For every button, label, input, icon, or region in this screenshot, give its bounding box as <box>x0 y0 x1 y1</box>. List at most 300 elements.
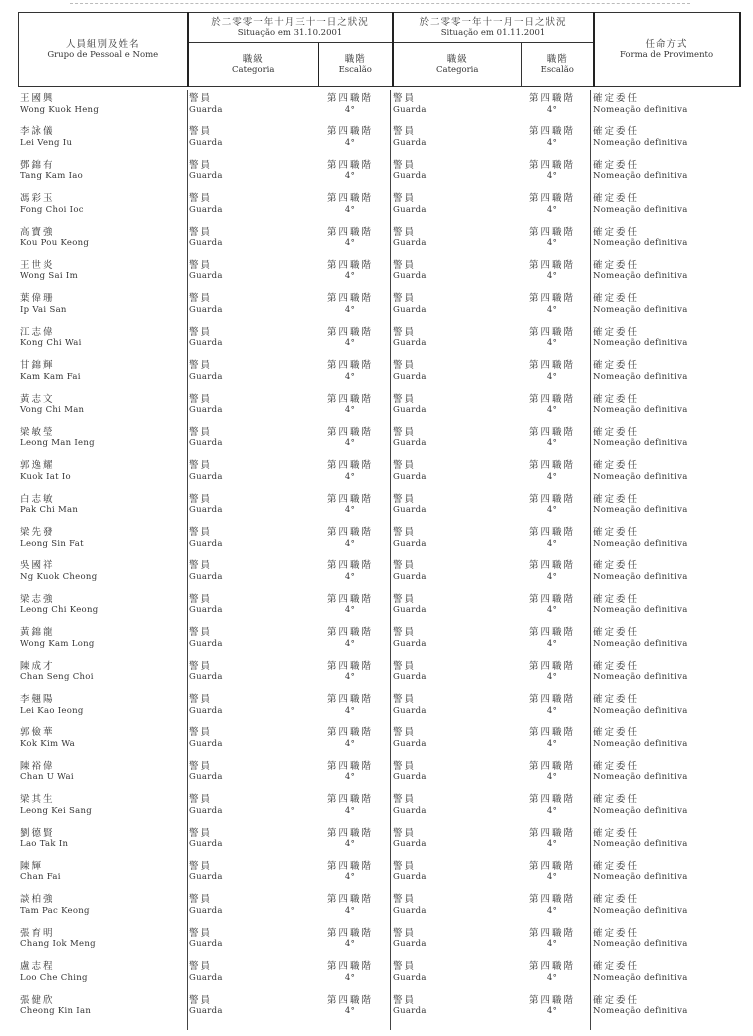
top-divider <box>70 3 690 4</box>
categoria-after-cell <box>393 160 513 183</box>
escalao-pt: 4° <box>344 605 356 616</box>
categoria-after-cell <box>393 727 513 750</box>
forma-zh: 確定委任 <box>593 193 640 205</box>
forma-zh: 確定委任 <box>593 727 640 739</box>
forma-pt: Nomeação definitiva <box>593 738 688 749</box>
escalao-pt: 4° <box>546 772 558 783</box>
name-cell <box>20 694 185 717</box>
name-cell <box>20 861 185 884</box>
categoria-before-cell <box>189 160 309 183</box>
escalao-zh: 第四職階 <box>528 794 575 806</box>
categoria-after-cell <box>393 293 513 316</box>
escalao-header-2-pt: Escalão <box>540 64 574 75</box>
categoria-pt: Guarda <box>189 672 223 683</box>
escalao-after-cell <box>522 93 582 116</box>
categoria-before-cell <box>189 394 309 417</box>
escalao-after-cell <box>522 928 582 951</box>
table-row <box>0 560 753 593</box>
escalao-pt: 4° <box>546 738 558 749</box>
categoria-pt: Guarda <box>393 972 427 983</box>
categoria-after-cell <box>393 661 513 684</box>
name-cell <box>20 260 185 283</box>
forma-header-pt: Forma de Provimento <box>619 49 714 60</box>
table-row <box>0 427 753 460</box>
forma-pt: Nomeação definitiva <box>593 839 688 850</box>
categoria-pt: Guarda <box>189 271 223 282</box>
categoria-pt: Guarda <box>393 939 427 950</box>
categoria-zh: 警員 <box>393 794 417 806</box>
categoria-before-cell <box>189 427 309 450</box>
escalao-header-1 <box>319 43 393 87</box>
categoria-zh: 警員 <box>189 460 213 472</box>
forma-pt: Nomeação definitiva <box>593 638 688 649</box>
name-pt: Lei Kao Ieong <box>20 705 84 716</box>
categoria-pt: Guarda <box>393 371 427 382</box>
categoria-zh: 警員 <box>393 126 417 138</box>
forma-zh: 確定委任 <box>593 794 640 806</box>
escalao-pt: 4° <box>344 872 356 883</box>
escalao-zh: 第四職階 <box>528 660 575 672</box>
name-cell <box>20 928 185 951</box>
forma-header-zh: 任命方式 <box>645 38 688 50</box>
categoria-before-cell <box>189 928 309 951</box>
table-row <box>0 594 753 627</box>
forma-cell <box>593 995 743 1018</box>
categoria-before-cell <box>189 894 309 917</box>
categoria-after-cell <box>393 694 513 717</box>
categoria-pt: Guarda <box>189 204 223 215</box>
name-pt: Tam Pac Keong <box>20 905 90 916</box>
categoria-pt: Guarda <box>393 605 427 616</box>
categoria-pt: Guarda <box>189 304 223 315</box>
escalao-zh: 第四職階 <box>528 994 575 1006</box>
escalao-zh: 第四職階 <box>528 527 575 539</box>
categoria-pt: Guarda <box>189 438 223 449</box>
forma-pt: Nomeação definitiva <box>593 605 688 616</box>
table-row <box>0 193 753 226</box>
forma-zh: 確定委任 <box>593 894 640 906</box>
categoria-header-1 <box>188 43 319 87</box>
categoria-zh: 警員 <box>189 393 213 405</box>
categoria-zh: 警員 <box>393 660 417 672</box>
forma-pt: Nomeação definitiva <box>593 204 688 215</box>
escalao-pt: 4° <box>546 605 558 616</box>
categoria-after-cell <box>393 995 513 1018</box>
table-row <box>0 260 753 293</box>
categoria-pt: Guarda <box>393 405 427 416</box>
escalao-before-cell <box>320 727 380 750</box>
forma-zh: 確定委任 <box>593 293 640 305</box>
categoria-before-cell <box>189 126 309 149</box>
categoria-zh: 警員 <box>393 560 417 572</box>
forma-zh: 確定委任 <box>593 961 640 973</box>
name-cell <box>20 627 185 650</box>
forma-cell <box>593 126 743 149</box>
table-row <box>0 995 753 1028</box>
escalao-zh: 第四職階 <box>528 860 575 872</box>
categoria-zh: 警員 <box>393 259 417 271</box>
escalao-zh: 第四職階 <box>528 827 575 839</box>
name-cell <box>20 293 185 316</box>
forma-cell <box>593 427 743 450</box>
categoria-pt: Guarda <box>393 839 427 850</box>
escalao-pt: 4° <box>344 505 356 516</box>
escalao-before-cell <box>320 761 380 784</box>
forma-zh: 確定委任 <box>593 627 640 639</box>
categoria-zh: 警員 <box>393 827 417 839</box>
name-pt: Kam Kam Fai <box>20 371 81 382</box>
categoria-pt: Guarda <box>189 605 223 616</box>
forma-zh: 確定委任 <box>593 259 640 271</box>
forma-cell <box>593 828 743 851</box>
name-pt: Lao Tak In <box>20 839 69 850</box>
escalao-zh: 第四職階 <box>528 694 575 706</box>
escalao-after-cell <box>522 227 582 250</box>
forma-pt: Nomeação definitiva <box>593 471 688 482</box>
escalao-zh: 第四職階 <box>528 326 575 338</box>
forma-zh: 確定委任 <box>593 860 640 872</box>
forma-zh: 確定委任 <box>593 93 640 104</box>
escalao-after-cell <box>522 995 582 1018</box>
name-zh: 白志敏 <box>20 493 55 505</box>
forma-cell <box>593 193 743 216</box>
forma-cell <box>593 460 743 483</box>
name-zh: 張健欣 <box>20 994 55 1006</box>
escalao-after-cell <box>522 961 582 984</box>
categoria-pt: Guarda <box>393 905 427 916</box>
categoria-zh: 警員 <box>189 326 213 338</box>
escalao-zh: 第四職階 <box>326 894 373 906</box>
forma-zh: 確定委任 <box>593 994 640 1006</box>
forma-zh: 確定委任 <box>593 493 640 505</box>
escalao-zh: 第四職階 <box>528 93 575 104</box>
name-pt: Vong Chi Man <box>20 405 85 416</box>
categoria-zh: 警員 <box>189 727 213 739</box>
escalao-before-cell <box>320 260 380 283</box>
escalao-pt: 4° <box>344 939 356 950</box>
categoria-pt: Guarda <box>189 104 223 115</box>
escalao-zh: 第四職階 <box>326 293 373 305</box>
forma-cell <box>593 794 743 817</box>
forma-cell <box>593 961 743 984</box>
categoria-before-cell <box>189 995 309 1018</box>
escalao-before-cell <box>320 527 380 550</box>
name-pt: Chan Fai <box>20 872 61 883</box>
escalao-pt: 4° <box>344 471 356 482</box>
categoria-after-cell <box>393 761 513 784</box>
categoria-before-cell <box>189 727 309 750</box>
escalao-pt: 4° <box>546 905 558 916</box>
categoria-after-cell <box>393 527 513 550</box>
table-row <box>0 694 753 727</box>
escalao-pt: 4° <box>344 738 356 749</box>
table-row <box>0 928 753 961</box>
escalao-pt: 4° <box>546 238 558 249</box>
categoria-header-1-pt: Categoria <box>232 64 275 75</box>
forma-zh: 確定委任 <box>593 560 640 572</box>
forma-pt: Nomeação definitiva <box>593 905 688 916</box>
name-cell <box>20 961 185 984</box>
escalao-zh: 第四職階 <box>326 827 373 839</box>
escalao-zh: 第四職階 <box>326 760 373 772</box>
forma-cell <box>593 560 743 583</box>
categoria-before-cell <box>189 961 309 984</box>
escalao-pt: 4° <box>344 1006 356 1017</box>
categoria-pt: Guarda <box>189 772 223 783</box>
forma-cell <box>593 527 743 550</box>
escalao-zh: 第四職階 <box>528 193 575 205</box>
name-pt: Fong Choi Ioc <box>20 204 84 215</box>
escalao-pt: 4° <box>546 471 558 482</box>
table-row <box>0 761 753 794</box>
escalao-zh: 第四職階 <box>326 193 373 205</box>
escalao-pt: 4° <box>344 238 356 249</box>
name-zh: 郭儉華 <box>20 727 55 739</box>
escalao-pt: 4° <box>546 939 558 950</box>
categoria-before-cell <box>189 694 309 717</box>
categoria-zh: 警員 <box>189 794 213 806</box>
categoria-pt: Guarda <box>393 271 427 282</box>
forma-zh: 確定委任 <box>593 760 640 772</box>
name-pt: Loo Che Ching <box>20 972 88 983</box>
escalao-before-cell <box>320 93 380 116</box>
name-column-header-pt: Grupo de Pessoal e Nome <box>47 49 159 60</box>
escalao-zh: 第四職階 <box>326 794 373 806</box>
escalao-zh: 第四職階 <box>326 460 373 472</box>
categoria-pt: Guarda <box>189 939 223 950</box>
categoria-before-cell <box>189 527 309 550</box>
forma-pt: Nomeação definitiva <box>593 505 688 516</box>
categoria-after-cell <box>393 828 513 851</box>
forma-pt: Nomeação definitiva <box>593 872 688 883</box>
escalao-before-cell <box>320 861 380 884</box>
forma-cell <box>593 394 743 417</box>
escalao-zh: 第四職階 <box>528 460 575 472</box>
categoria-pt: Guarda <box>393 805 427 816</box>
categoria-zh: 警員 <box>393 860 417 872</box>
forma-cell <box>593 627 743 650</box>
escalao-zh: 第四職階 <box>326 961 373 973</box>
escalao-zh: 第四職階 <box>528 293 575 305</box>
name-pt: Pak Chi Man <box>20 505 79 516</box>
name-cell <box>20 394 185 417</box>
escalao-before-cell <box>320 961 380 984</box>
name-cell <box>20 527 185 550</box>
escalao-before-cell <box>320 560 380 583</box>
categoria-after-cell <box>393 260 513 283</box>
categoria-pt: Guarda <box>189 905 223 916</box>
escalao-zh: 第四職階 <box>326 226 373 238</box>
categoria-pt: Guarda <box>189 405 223 416</box>
escalao-pt: 4° <box>546 104 558 115</box>
categoria-before-cell <box>189 293 309 316</box>
escalao-before-cell <box>320 293 380 316</box>
escalao-zh: 第四職階 <box>528 560 575 572</box>
categoria-zh: 警員 <box>189 527 213 539</box>
categoria-after-cell <box>393 594 513 617</box>
categoria-zh: 警員 <box>189 827 213 839</box>
categoria-zh: 警員 <box>393 727 417 739</box>
categoria-pt: Guarda <box>393 238 427 249</box>
categoria-pt: Guarda <box>189 738 223 749</box>
forma-cell <box>593 594 743 617</box>
escalao-pt: 4° <box>344 571 356 582</box>
escalao-before-cell <box>320 594 380 617</box>
categoria-zh: 警員 <box>393 293 417 305</box>
forma-column-header <box>594 13 740 87</box>
table-row <box>0 627 753 660</box>
name-cell <box>20 761 185 784</box>
categoria-pt: Guarda <box>393 738 427 749</box>
situation-before-zh: 於二零零一年十月三十一日之狀況 <box>211 16 369 28</box>
categoria-before-cell <box>189 661 309 684</box>
categoria-pt: Guarda <box>393 705 427 716</box>
categoria-zh: 警員 <box>393 593 417 605</box>
categoria-zh: 警員 <box>189 760 213 772</box>
categoria-pt: Guarda <box>393 672 427 683</box>
name-zh: 郭逸耀 <box>20 460 55 472</box>
escalao-pt: 4° <box>344 805 356 816</box>
categoria-zh: 警員 <box>189 694 213 706</box>
situation-after-zh: 於二零零一年十一月一日之狀況 <box>419 16 567 28</box>
table-row <box>0 394 753 427</box>
name-cell <box>20 193 185 216</box>
categoria-pt: Guarda <box>189 1006 223 1017</box>
escalao-after-cell <box>522 794 582 817</box>
categoria-pt: Guarda <box>393 571 427 582</box>
escalao-pt: 4° <box>546 972 558 983</box>
escalao-pt: 4° <box>344 104 356 115</box>
situation-before-pt: Situação em 31.10.2001 <box>237 27 343 38</box>
escalao-zh: 第四職階 <box>326 360 373 372</box>
name-zh: 劉德賢 <box>20 827 55 839</box>
forma-pt: Nomeação definitiva <box>593 405 688 416</box>
escalao-zh: 第四職階 <box>528 493 575 505</box>
categoria-zh: 警員 <box>393 393 417 405</box>
escalao-before-cell <box>320 360 380 383</box>
escalao-after-cell <box>522 160 582 183</box>
categoria-zh: 警員 <box>393 527 417 539</box>
table-row <box>0 828 753 861</box>
forma-zh: 確定委任 <box>593 593 640 605</box>
name-cell <box>20 160 185 183</box>
escalao-zh: 第四職階 <box>326 593 373 605</box>
escalao-header-2-zh: 職階 <box>546 53 568 65</box>
escalao-pt: 4° <box>546 505 558 516</box>
escalao-pt: 4° <box>546 271 558 282</box>
forma-cell <box>593 93 743 116</box>
categoria-after-cell <box>393 560 513 583</box>
escalao-after-cell <box>522 360 582 383</box>
name-pt: Chan U Wai <box>20 772 74 783</box>
name-cell <box>20 594 185 617</box>
escalao-after-cell <box>522 661 582 684</box>
name-zh: 鄧錦有 <box>20 159 55 171</box>
categoria-zh: 警員 <box>393 894 417 906</box>
categoria-zh: 警員 <box>393 460 417 472</box>
escalao-after-cell <box>522 327 582 350</box>
name-cell <box>20 727 185 750</box>
categoria-pt: Guarda <box>393 872 427 883</box>
categoria-after-cell <box>393 794 513 817</box>
name-zh: 王世炎 <box>20 259 55 271</box>
name-cell <box>20 427 185 450</box>
forma-pt: Nomeação definitiva <box>593 238 688 249</box>
escalao-pt: 4° <box>344 705 356 716</box>
categoria-pt: Guarda <box>189 872 223 883</box>
escalao-zh: 第四職階 <box>326 126 373 138</box>
escalao-pt: 4° <box>546 338 558 349</box>
categoria-before-cell <box>189 327 309 350</box>
categoria-pt: Guarda <box>393 1006 427 1017</box>
escalao-before-cell <box>320 227 380 250</box>
categoria-zh: 警員 <box>189 994 213 1006</box>
escalao-zh: 第四職階 <box>326 326 373 338</box>
escalao-zh: 第四職階 <box>528 426 575 438</box>
forma-cell <box>593 894 743 917</box>
escalao-pt: 4° <box>546 638 558 649</box>
escalao-after-cell <box>522 894 582 917</box>
escalao-zh: 第四職階 <box>528 226 575 238</box>
forma-cell <box>593 293 743 316</box>
forma-pt: Nomeação definitiva <box>593 705 688 716</box>
escalao-zh: 第四職階 <box>326 694 373 706</box>
name-pt: Ng Kuok Cheong <box>20 571 98 582</box>
categoria-pt: Guarda <box>189 839 223 850</box>
categoria-zh: 警員 <box>189 593 213 605</box>
escalao-after-cell <box>522 861 582 884</box>
table-row <box>0 661 753 694</box>
escalao-pt: 4° <box>546 672 558 683</box>
name-pt: Leong Kei Sang <box>20 805 92 816</box>
categoria-pt: Guarda <box>393 104 427 115</box>
escalao-after-cell <box>522 394 582 417</box>
forma-zh: 確定委任 <box>593 226 640 238</box>
categoria-zh: 警員 <box>393 961 417 973</box>
name-cell <box>20 460 185 483</box>
categoria-pt: Guarda <box>393 338 427 349</box>
escalao-pt: 4° <box>344 672 356 683</box>
name-zh: 張育明 <box>20 927 55 939</box>
name-pt: Leong Man Ieng <box>20 438 95 449</box>
name-cell <box>20 494 185 517</box>
categoria-before-cell <box>189 794 309 817</box>
name-zh: 梁志強 <box>20 593 55 605</box>
table-row <box>0 894 753 927</box>
categoria-before-cell <box>189 360 309 383</box>
name-zh: 吳國祥 <box>20 560 55 572</box>
escalao-pt: 4° <box>546 137 558 148</box>
name-cell <box>20 894 185 917</box>
categoria-zh: 警員 <box>393 694 417 706</box>
name-zh: 盧志程 <box>20 961 55 973</box>
categoria-after-cell <box>393 427 513 450</box>
categoria-pt: Guarda <box>189 371 223 382</box>
escalao-zh: 第四職階 <box>528 961 575 973</box>
categoria-header-2-zh: 職級 <box>446 53 468 65</box>
escalao-pt: 4° <box>546 438 558 449</box>
categoria-zh: 警員 <box>393 159 417 171</box>
table-row <box>0 794 753 827</box>
name-zh: 王國興 <box>20 93 55 104</box>
escalao-pt: 4° <box>546 705 558 716</box>
escalao-pt: 4° <box>344 137 356 148</box>
table-row <box>0 327 753 360</box>
forma-cell <box>593 327 743 350</box>
name-pt: Cheong Kin Ian <box>20 1006 92 1017</box>
categoria-pt: Guarda <box>189 137 223 148</box>
escalao-pt: 4° <box>344 438 356 449</box>
